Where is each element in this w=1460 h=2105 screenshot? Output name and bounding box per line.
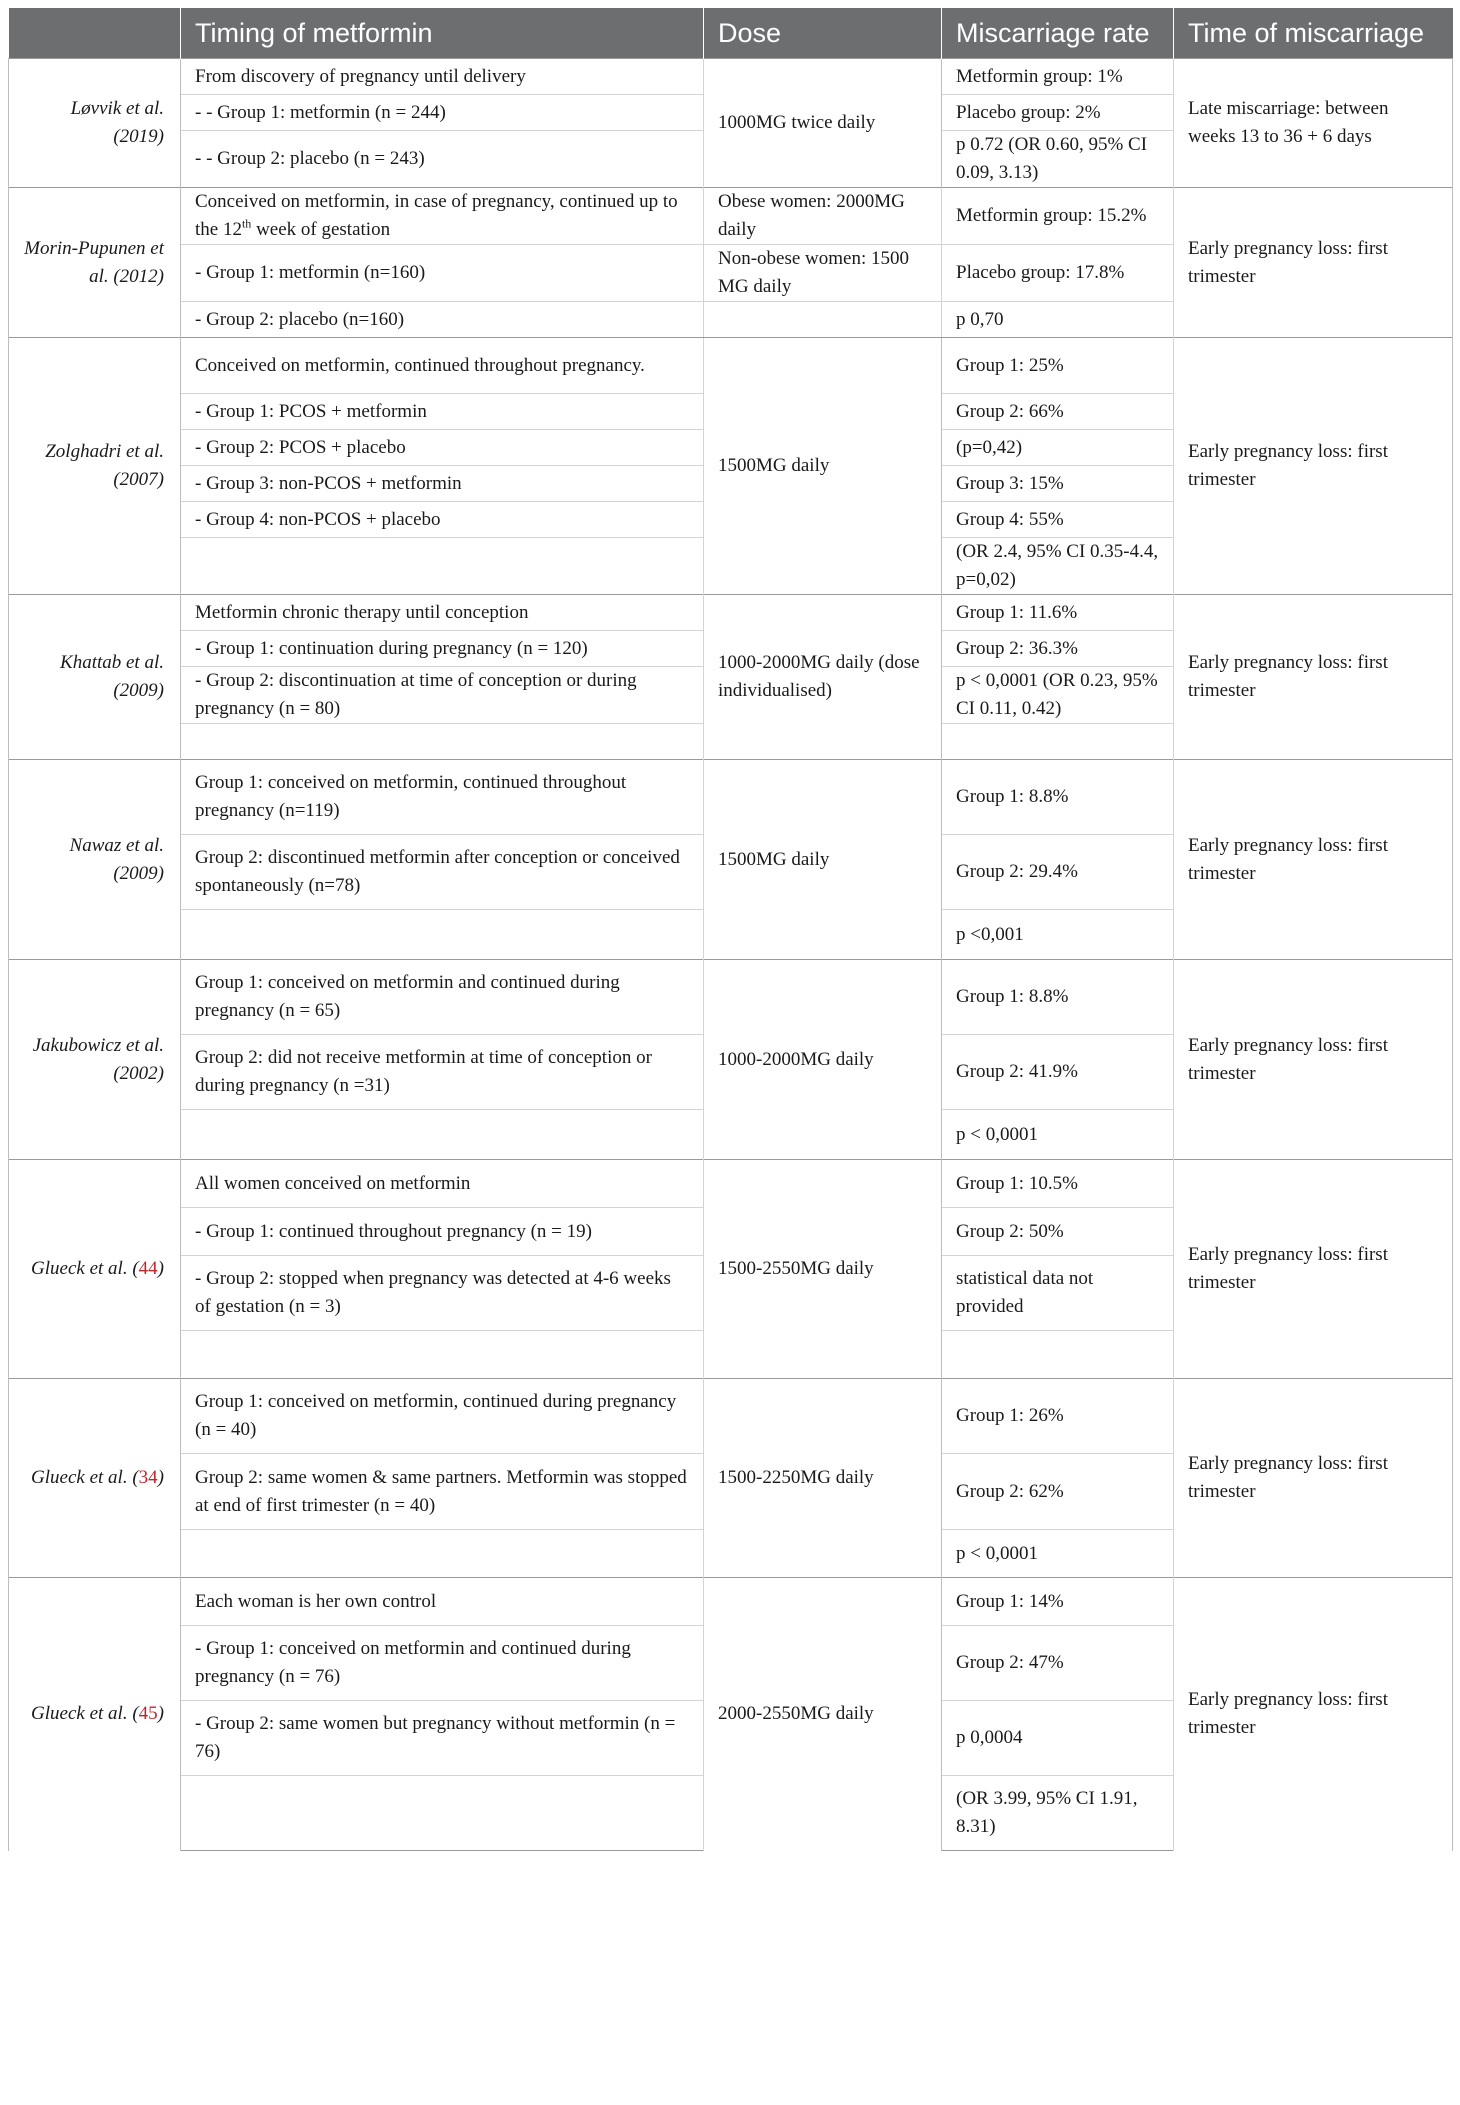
timing-superscript: th (241, 216, 252, 231)
table-row (9, 338, 1453, 394)
timing-cell (181, 835, 704, 910)
miscarriage-rate-cell: Group 1: 26% (942, 1379, 1174, 1454)
table-row (9, 1160, 1453, 1208)
study-cell (9, 960, 181, 1160)
timing-cell (181, 1701, 704, 1776)
study-name: Zolghadri et al. (2007) (45, 441, 164, 490)
timing-cell (181, 302, 704, 338)
header-timing: Timing of metformin (181, 8, 704, 59)
table-body (9, 59, 1453, 1851)
miscarriage-rate-cell: statistical data not provided (942, 1256, 1174, 1331)
timing-cell (181, 1160, 704, 1208)
timing-cell (181, 1331, 704, 1379)
miscarriage-rate-cell (942, 1331, 1174, 1379)
miscarriage-rate-cell: Group 1: 14% (942, 1578, 1174, 1626)
timing-text: - Group 1: metformin (n=160) (195, 262, 426, 283)
timing-cell (181, 724, 704, 760)
timing-cell (181, 667, 704, 724)
miscarriage-rate-cell: Group 1: 11.6% (942, 595, 1174, 631)
miscarriage-rate-cell: p < 0,0001 (942, 1530, 1174, 1578)
time-of-miscarriage-cell: Early pregnancy loss: first trimester (1174, 1578, 1453, 1851)
dose-cell: 2000-2550MG daily (704, 1578, 942, 1851)
study-cell (9, 59, 181, 188)
miscarriage-rate-cell: Group 2: 62% (942, 1454, 1174, 1530)
study-name: Nawaz et al. (2009) (69, 834, 164, 884)
study-name: Morin-Pupunen et al. (2012) (24, 237, 164, 287)
miscarriage-rate-cell: Group 1: 8.8% (942, 960, 1174, 1035)
time-of-miscarriage-cell: Late miscarriage: between weeks 13 to 36 + 6 days (1174, 59, 1453, 188)
miscarriage-rate-cell: Group 2: 36.3% (942, 631, 1174, 667)
dose-cell: 1000MG twice daily (704, 59, 942, 188)
timing-cell (181, 1454, 704, 1530)
table-row (9, 595, 1453, 631)
dose-cell: 1000-2000MG daily (dose individualised) (704, 595, 942, 760)
timing-text: Conceived on metformin, in case of pregnancy, continued up to the 12 (195, 191, 678, 240)
timing-text: From discovery of pregnancy until delivery (195, 65, 526, 87)
timing-cell (181, 1035, 704, 1110)
timing-cell (181, 910, 704, 960)
metformin-miscarriage-table (8, 8, 1453, 1851)
dose-cell: 1000-2000MG daily (704, 960, 942, 1160)
miscarriage-rate-cell: Placebo group: 17.8% (942, 245, 1174, 302)
dose-cell (704, 302, 942, 338)
miscarriage-rate-cell: p 0,70 (942, 302, 1174, 338)
time-of-miscarriage-cell: Early pregnancy loss: first trimester (1174, 338, 1453, 595)
miscarriage-rate-cell: Group 2: 29.4% (942, 835, 1174, 910)
miscarriage-rate-cell: p 0.72 (OR 0.60, 95% CI 0.09, 3.13) (942, 131, 1174, 188)
miscarriage-rate-cell: Group 3: 15% (942, 466, 1174, 502)
miscarriage-rate-cell: p < 0,0001 (OR 0.23, 95% CI 0.11, 0.42) (942, 667, 1174, 724)
miscarriage-rate-cell: Group 1: 25% (942, 338, 1174, 394)
timing-cell (181, 1110, 704, 1160)
miscarriage-rate-cell: p 0,0004 (942, 1701, 1174, 1776)
timing-text: - Group 1: continued throughout pregnancy (n = 19) (195, 1220, 592, 1242)
dose-cell: 1500MG daily (704, 760, 942, 960)
timing-cell (181, 1776, 704, 1851)
timing-cell (181, 631, 704, 667)
timing-text: Conceived on metformin, continued throughout pregnancy. (195, 354, 645, 376)
miscarriage-rate-cell: (OR 3.99, 95% CI 1.91, 8.31) (942, 1776, 1174, 1851)
miscarriage-rate-cell: p < 0,0001 (942, 1110, 1174, 1160)
miscarriage-rate-cell: Metformin group: 1% (942, 59, 1174, 95)
timing-text-tail: week of gestation (251, 219, 391, 240)
timing-cell (181, 1530, 704, 1578)
timing-text: Group 1: conceived on metformin and continued during pregnancy (n = 65) (195, 972, 620, 1021)
timing-cell (181, 1578, 704, 1626)
miscarriage-rate-cell: p <0,001 (942, 910, 1174, 960)
timing-cell (181, 430, 704, 466)
miscarriage-rate-cell: Group 1: 10.5% (942, 1160, 1174, 1208)
miscarriage-rate-cell: Group 2: 50% (942, 1208, 1174, 1256)
timing-text: All women conceived on metformin (195, 1172, 471, 1194)
timing-cell (181, 1256, 704, 1331)
timing-text: - Group 1: conceived on metformin and continued during pregnancy (n = 76) (195, 1638, 631, 1687)
timing-cell (181, 1379, 704, 1454)
miscarriage-rate-cell: Group 2: 41.9% (942, 1035, 1174, 1110)
dose-cell: 1500MG daily (704, 338, 942, 595)
timing-text: - Group 4: non-PCOS + placebo (195, 508, 441, 530)
reference-number: 44 (138, 1258, 158, 1279)
study-name: Glueck et al. ( (31, 1258, 139, 1279)
timing-cell (181, 760, 704, 835)
table-row (9, 760, 1453, 835)
timing-text: Group 2: same women & same partners. Metformin was stopped at end of first trimester (n = 40) (195, 1466, 687, 1516)
study-name: Løvvik et al. (2019) (70, 98, 164, 147)
header-dose: Dose (704, 8, 942, 59)
miscarriage-rate-cell: (p=0,42) (942, 430, 1174, 466)
timing-cell (181, 960, 704, 1035)
timing-text: - Group 2: same women but pregnancy without metformin (n = 76) (195, 1713, 676, 1762)
header-row (9, 8, 1453, 59)
study-cell (9, 1578, 181, 1851)
reference-number: 34 (138, 1467, 158, 1488)
header-study (9, 8, 181, 59)
timing-text: - Group 2: stopped when pregnancy was detected at 4-6 weeks of gestation (n = 3) (195, 1268, 671, 1317)
dose-cell: 1500-2250MG daily (704, 1379, 942, 1578)
timing-text: - Group 1: PCOS + metformin (195, 400, 427, 422)
timing-cell (181, 95, 704, 131)
timing-text: - - Group 2: placebo (n = 243) (195, 148, 425, 169)
timing-text: - Group 2: PCOS + placebo (195, 436, 406, 458)
time-of-miscarriage-cell: Early pregnancy loss: first trimester (1174, 960, 1453, 1160)
miscarriage-rate-cell: Group 1: 8.8% (942, 760, 1174, 835)
timing-cell (181, 1626, 704, 1701)
miscarriage-rate-cell: Group 2: 66% (942, 394, 1174, 430)
dose-cell: Non-obese women: 1500 MG daily (704, 245, 942, 302)
timing-text: Metformin chronic therapy until conception (195, 601, 529, 623)
timing-text: - Group 1: continuation during pregnancy (n = 120) (195, 637, 588, 659)
study-cell (9, 595, 181, 760)
table-row (9, 1379, 1453, 1454)
timing-cell (181, 466, 704, 502)
timing-cell (181, 538, 704, 595)
timing-text: - - Group 1: metformin (n = 244) (195, 101, 446, 123)
table-row (9, 188, 1453, 245)
timing-text: Group 1: conceived on metformin, continued throughout pregnancy (n=119) (195, 772, 627, 821)
timing-text: Group 1: conceived on metformin, continued during pregnancy (n = 40) (195, 1391, 677, 1440)
study-cell (9, 1379, 181, 1578)
timing-text: - Group 2: placebo (n=160) (195, 308, 405, 330)
study-name-tail: ) (157, 1703, 164, 1725)
miscarriage-rate-cell: (OR 2.4, 95% CI 0.35-4.4, p=0,02) (942, 538, 1174, 595)
dose-cell: 1500-2550MG daily (704, 1160, 942, 1379)
miscarriage-rate-cell: Metformin group: 15.2% (942, 188, 1174, 245)
timing-text: Group 2: discontinued metformin after conception or conceived spontaneously (n=78) (195, 847, 680, 896)
study-name: Glueck et al. ( (31, 1467, 139, 1488)
header-miscarriage-rate: Miscarriage rate (942, 8, 1174, 59)
time-of-miscarriage-cell: Early pregnancy loss: first trimester (1174, 595, 1453, 760)
timing-text: Each woman is her own control (195, 1590, 437, 1612)
miscarriage-rate-cell: Group 4: 55% (942, 502, 1174, 538)
study-name: Khattab et al. (2009) (60, 652, 164, 701)
study-name: Glueck et al. ( (31, 1703, 139, 1725)
timing-cell (181, 1208, 704, 1256)
time-of-miscarriage-cell: Early pregnancy loss: first trimester (1174, 188, 1453, 338)
time-of-miscarriage-cell: Early pregnancy loss: first trimester (1174, 1160, 1453, 1379)
dose-cell: Obese women: 2000MG daily (704, 188, 942, 245)
time-of-miscarriage-cell: Early pregnancy loss: first trimester (1174, 1379, 1453, 1578)
header-time-of-miscarriage: Time of miscarriage (1174, 8, 1453, 59)
timing-cell (181, 59, 704, 95)
miscarriage-rate-cell: Group 2: 47% (942, 1626, 1174, 1701)
timing-text: Group 2: did not receive metformin at time of conception or during pregnancy (n =31) (195, 1047, 652, 1096)
table-row (9, 960, 1453, 1035)
miscarriage-rate-cell: Placebo group: 2% (942, 95, 1174, 131)
table-row (9, 59, 1453, 95)
reference-number: 45 (138, 1703, 158, 1725)
study-cell (9, 760, 181, 960)
timing-cell (181, 394, 704, 430)
study-cell (9, 1160, 181, 1379)
study-name: Jakubowicz et al. (2002) (32, 1034, 164, 1084)
timing-cell (181, 338, 704, 394)
timing-cell (181, 131, 704, 188)
study-cell (9, 188, 181, 338)
time-of-miscarriage-cell: Early pregnancy loss: first trimester (1174, 760, 1453, 960)
study-name-tail: ) (157, 1467, 164, 1488)
timing-text: - Group 2: discontinuation at time of conception or during pregnancy (n = 80) (195, 670, 637, 719)
timing-cell (181, 502, 704, 538)
miscarriage-rate-cell (942, 724, 1174, 760)
timing-cell (181, 188, 704, 245)
timing-text: - Group 3: non-PCOS + metformin (195, 472, 462, 494)
study-cell (9, 338, 181, 595)
timing-cell (181, 245, 704, 302)
timing-cell (181, 595, 704, 631)
study-name-tail: ) (157, 1258, 164, 1279)
table-row (9, 1578, 1453, 1626)
